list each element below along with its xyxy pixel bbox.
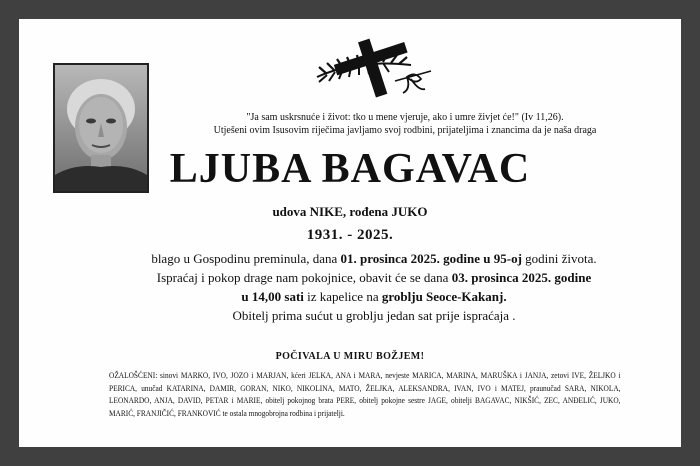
obituary-card [19,19,681,447]
funeral-from: iz kapelice na [303,289,382,304]
cross-icon [307,37,439,99]
rest-in-peace: POČIVALA U MIRU BOŽJEM! [275,351,425,362]
passing-line [109,249,639,268]
life-years: 1931. - 2025. [306,227,394,243]
mourners-line-1: sinovi MARKO, IVO, JOZO i MARJAN, kćeri JELKA, ANA i MARA, nevjeste MARICA, MARINA, MARUŠKA i JANJA, zetovi IVE, ŽELJKO i PERICA, unučad KATARINA, DAMIR, [109,371,621,393]
funeral-line [109,268,639,287]
mourners-list [109,370,621,420]
funeral-cemetery: groblju Seoce-Kakanj. [381,289,507,304]
bible-verse [155,111,655,137]
funeral-place-line [109,287,639,306]
mourners-line-2: GORAN, NIKO, NIKOLINA, MATO, ŽELJKA, ALEKSANDRA, IVAN, IVO i MATEJ, praunučad SARA, NIKOLA, LEONARDO, ANJA, DAVID, PETAR i MARIE, [109,383,621,405]
verse-line-2: Utješeni ovim Isusovim riječima javljamo svoj rodbini, prijateljima i znancima da je naša draga [213,125,597,136]
condolence-line: Obitelj prima sućut u groblju jedan sat prije ispraćaja . [232,308,516,323]
announcement-text [109,249,639,325]
mourners-label: OŽALOŠĆENI: [109,371,158,380]
verse-line-1: "Ja sam uskrsnuće i život: tko u mene vjeruje, ako i umre živjet će!" (Iv 11,26). [246,112,564,123]
deceased-name: LJUBA BAGAVAC [169,146,531,192]
passing-date: 01. prosinca 2025. godine u 95-oj [340,251,522,266]
passing-text: blago u Gospodinu preminula, dana [151,251,341,266]
mourners-line-3: obitelj pokojnog brata PERE, obitelj pokojne sestre JAGE, obitelji BAGAVAC, NIKŠIĆ, ZEC, ANĐELIĆ, JUKO, MARIĆ, FRANJIČIĆ, FRANKOVIĆ te ostala mnogobrojna rodbina i prijatelji. [109,396,621,418]
widow-line: udova NIKE, rođena JUKO [272,204,428,219]
funeral-date: 03. prosinca 2025. godine [451,270,592,285]
funeral-text: Ispraćaj i pokop drage nam pokojnice, obavit će se dana [156,270,452,285]
cross-emblem [307,37,439,99]
passing-suffix: godini života. [521,251,597,266]
funeral-time: u 14,00 sati [241,289,304,304]
